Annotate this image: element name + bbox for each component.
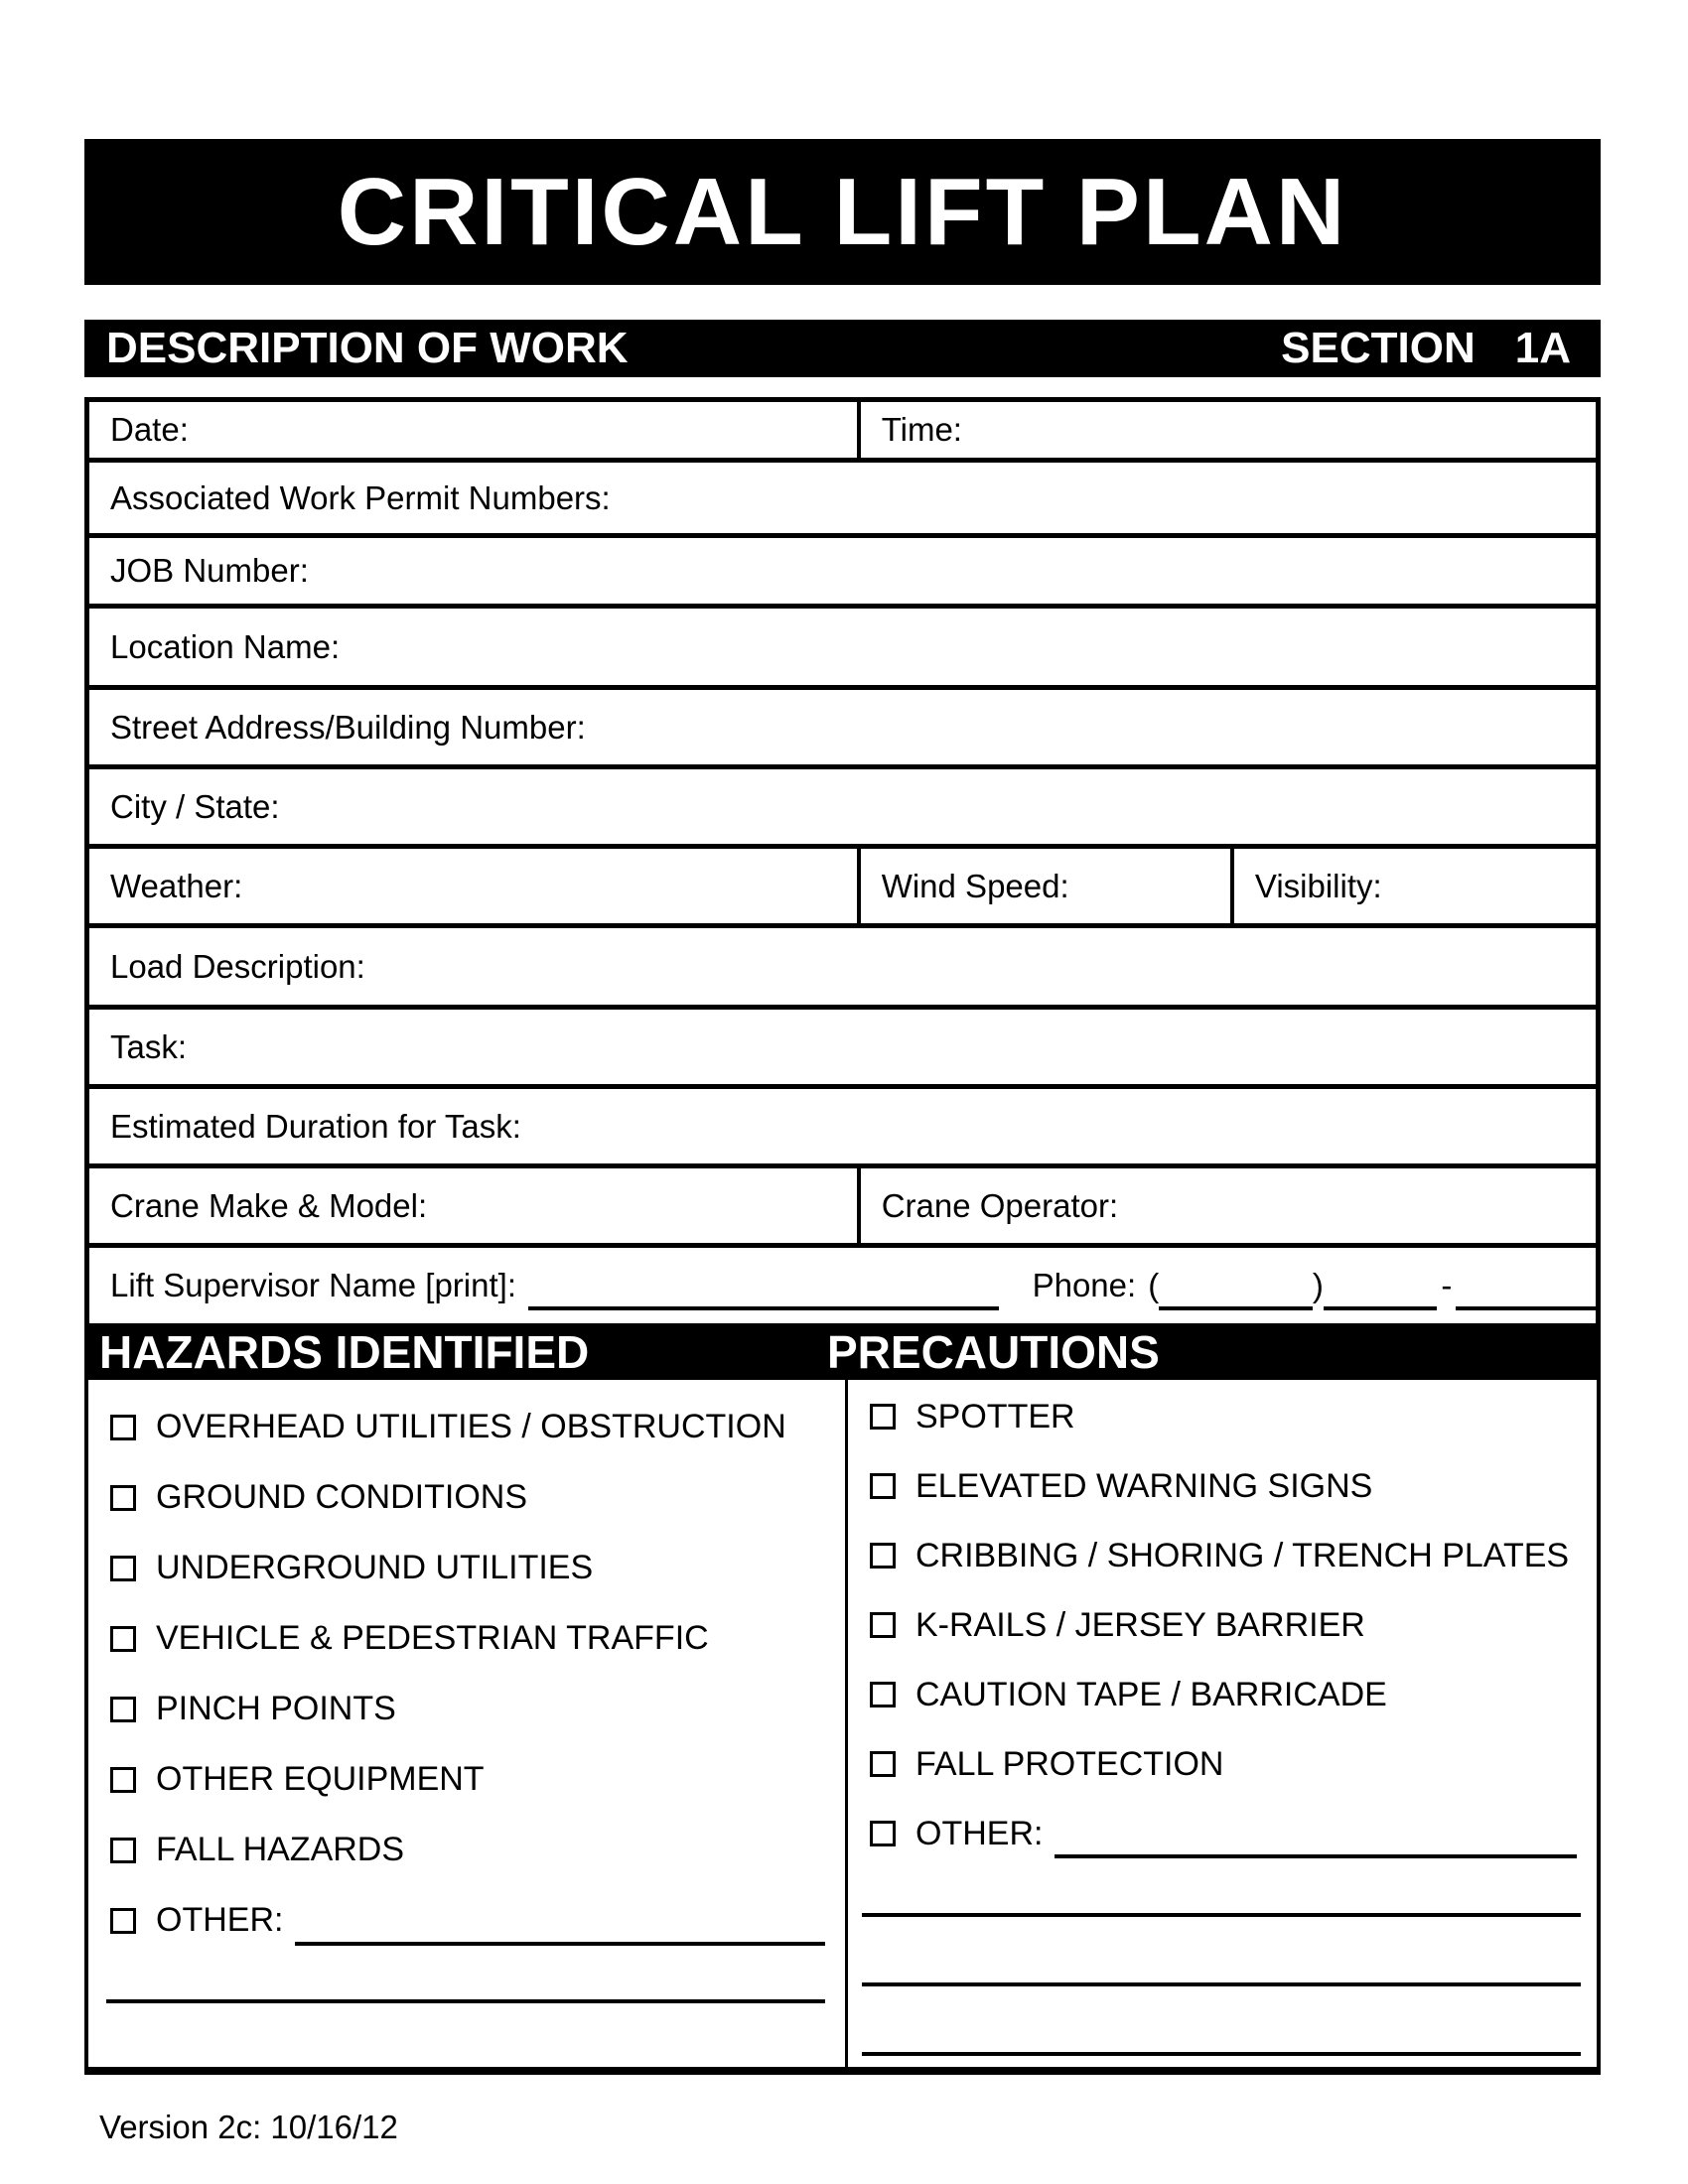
hazard-item-row: [88, 1603, 845, 1674]
checkbox-overhead-utilities[interactable]: [110, 1415, 136, 1440]
version-text: Version 2c: 10/16/12: [99, 2109, 398, 2145]
location-name-label: Location Name:: [110, 627, 341, 665]
checkbox-other-equipment[interactable]: [110, 1767, 136, 1793]
phone-prefix-field[interactable]: [1324, 1275, 1437, 1310]
precaution-label: ELEVATED WARNING SIGNS: [915, 1466, 1373, 1505]
form-row-street-address: [89, 690, 1596, 769]
section-id: [1281, 324, 1571, 373]
hazards-header: HAZARDS IDENTIFIED: [99, 1325, 590, 1378]
job-number-field[interactable]: [89, 538, 1596, 604]
precaution-item-row: [848, 1521, 1597, 1590]
section-header-bar: [84, 320, 1601, 377]
street-address-field[interactable]: [89, 690, 1596, 764]
hazard-other-label: OTHER:: [156, 1901, 284, 1939]
form-row-city-state: [89, 769, 1596, 849]
time-label: Time:: [881, 411, 962, 448]
form-row-duration: [89, 1089, 1596, 1168]
hazard-label: OTHER EQUIPMENT: [156, 1760, 485, 1798]
checkbox-precaution-other[interactable]: [870, 1821, 896, 1846]
time-field[interactable]: [861, 402, 1596, 458]
hazard-item-row: [88, 1392, 845, 1462]
hazard-item-row: [88, 1462, 845, 1533]
hazard-label: FALL HAZARDS: [156, 1831, 405, 1868]
hazard-item-row: [88, 1533, 845, 1603]
form-row-location-name: [89, 609, 1596, 690]
hazards-column: [88, 1380, 848, 2067]
form-row-weather: [89, 849, 1596, 928]
wind-speed-label: Wind Speed:: [881, 867, 1069, 904]
city-state-label: City / State:: [110, 787, 280, 825]
form-row-supervisor-phone: [89, 1248, 1596, 1323]
duration-field[interactable]: [89, 1089, 1596, 1163]
precaution-label: SPOTTER: [915, 1397, 1075, 1435]
duration-label: Estimated Duration for Task:: [110, 1107, 521, 1145]
phone-label: Phone:: [1032, 1267, 1137, 1303]
hazard-label: PINCH POINTS: [156, 1690, 396, 1727]
checkbox-fall-hazards[interactable]: [110, 1838, 136, 1863]
checkbox-pinch-points[interactable]: [110, 1697, 136, 1722]
checkbox-hazard-other[interactable]: [110, 1908, 136, 1934]
precaution-other-row: [848, 1799, 1597, 1868]
precautions-header: PRECAUTIONS: [827, 1325, 1160, 1378]
lift-supervisor-label: Lift Supervisor Name [print]:: [110, 1267, 516, 1303]
date-field[interactable]: [89, 402, 861, 458]
precautions-extra-line-1[interactable]: [862, 1913, 1581, 1917]
section-number: 1A: [1514, 324, 1571, 372]
load-description-field[interactable]: [89, 928, 1596, 1005]
phone-line-field[interactable]: [1456, 1275, 1596, 1310]
precaution-label: FALL PROTECTION: [915, 1744, 1224, 1783]
checkbox-k-rails-jersey-barrier[interactable]: [870, 1612, 896, 1638]
precaution-label: CAUTION TAPE / BARRICADE: [915, 1675, 1387, 1713]
permits-label: Associated Work Permit Numbers:: [110, 478, 611, 516]
checkbox-underground-utilities[interactable]: [110, 1556, 136, 1581]
section-title: DESCRIPTION OF WORK: [106, 324, 629, 372]
precaution-item-row: [848, 1451, 1597, 1521]
location-name-field[interactable]: [89, 609, 1596, 685]
precaution-item-row: [848, 1729, 1597, 1799]
checkbox-caution-tape-barricade[interactable]: [870, 1682, 896, 1707]
precaution-other-field[interactable]: [1055, 1825, 1577, 1858]
hazards-extra-line[interactable]: [106, 1999, 825, 2003]
job-number-label: JOB Number:: [110, 552, 309, 589]
hazard-label: OVERHEAD UTILITIES / OBSTRUCTION: [156, 1408, 786, 1445]
weather-field[interactable]: [89, 849, 861, 923]
checkbox-ground-conditions[interactable]: [110, 1485, 136, 1511]
hazards-precautions-bar: [84, 1323, 1601, 1380]
hazard-item-row: [88, 1674, 845, 1744]
hazard-item-row: [88, 1744, 845, 1815]
city-state-field[interactable]: [89, 769, 1596, 844]
task-label: Task:: [110, 1027, 188, 1065]
precaution-item-row: [848, 1590, 1597, 1660]
precaution-other-label: OTHER:: [915, 1814, 1044, 1852]
wind-speed-field[interactable]: [861, 849, 1234, 923]
phone-close-paren: ): [1312, 1267, 1324, 1303]
street-address-label: Street Address/Building Number:: [110, 708, 586, 746]
checkbox-elevated-warning-signs[interactable]: [870, 1473, 896, 1499]
precaution-item-row: [848, 1382, 1597, 1451]
supervisor-name-field[interactable]: [528, 1275, 999, 1310]
description-of-work-table: [84, 397, 1601, 1323]
date-label: Date:: [110, 411, 189, 448]
visibility-field[interactable]: [1234, 849, 1596, 923]
phone-area-code-field[interactable]: [1159, 1275, 1313, 1310]
phone-open-paren: (: [1148, 1267, 1160, 1303]
precaution-label: K-RAILS / JERSEY BARRIER: [915, 1605, 1365, 1644]
checkbox-cribbing-shoring-trench-plates[interactable]: [870, 1543, 896, 1569]
crane-operator-field[interactable]: [861, 1168, 1596, 1243]
crane-operator-label: Crane Operator:: [881, 1186, 1119, 1224]
hazard-label: UNDERGROUND UTILITIES: [156, 1549, 594, 1586]
weather-label: Weather:: [110, 867, 243, 904]
form-row-date-time: [89, 402, 1596, 463]
form-row-permits: [89, 463, 1596, 538]
hazard-label: VEHICLE & PEDESTRIAN TRAFFIC: [156, 1619, 709, 1657]
section-label: SECTION: [1281, 324, 1476, 372]
precaution-label: CRIBBING / SHORING / TRENCH PLATES: [915, 1536, 1570, 1574]
phone-separator: -: [1441, 1267, 1453, 1303]
task-field[interactable]: [89, 1010, 1596, 1084]
crane-make-model-field[interactable]: [89, 1168, 861, 1243]
checkbox-vehicle-pedestrian-traffic[interactable]: [110, 1626, 136, 1652]
checkbox-fall-protection[interactable]: [870, 1751, 896, 1777]
visibility-label: Visibility:: [1254, 867, 1382, 904]
hazard-label: GROUND CONDITIONS: [156, 1478, 527, 1516]
precautions-extra-line-2[interactable]: [862, 1982, 1581, 1986]
hazards-precautions-table: [84, 1380, 1601, 2075]
precaution-item-row: [848, 1660, 1597, 1729]
title-bar: [84, 139, 1601, 285]
permits-field[interactable]: [89, 463, 1596, 533]
checkbox-spotter[interactable]: [870, 1404, 896, 1430]
hazard-other-field[interactable]: [295, 1912, 825, 1946]
precautions-extra-line-3[interactable]: [862, 2052, 1581, 2056]
form-row-load-description: [89, 928, 1596, 1010]
precautions-column: [848, 1380, 1597, 2067]
form-row-task: [89, 1010, 1596, 1089]
crane-make-model-label: Crane Make & Model:: [110, 1186, 428, 1224]
hazard-other-row: [88, 1885, 845, 1956]
form-row-crane: [89, 1168, 1596, 1248]
page-title: CRITICAL LIFT PLAN: [337, 158, 1348, 265]
form-row-job-number: [89, 538, 1596, 609]
load-description-label: Load Description:: [110, 947, 365, 985]
hazard-item-row: [88, 1815, 845, 1885]
